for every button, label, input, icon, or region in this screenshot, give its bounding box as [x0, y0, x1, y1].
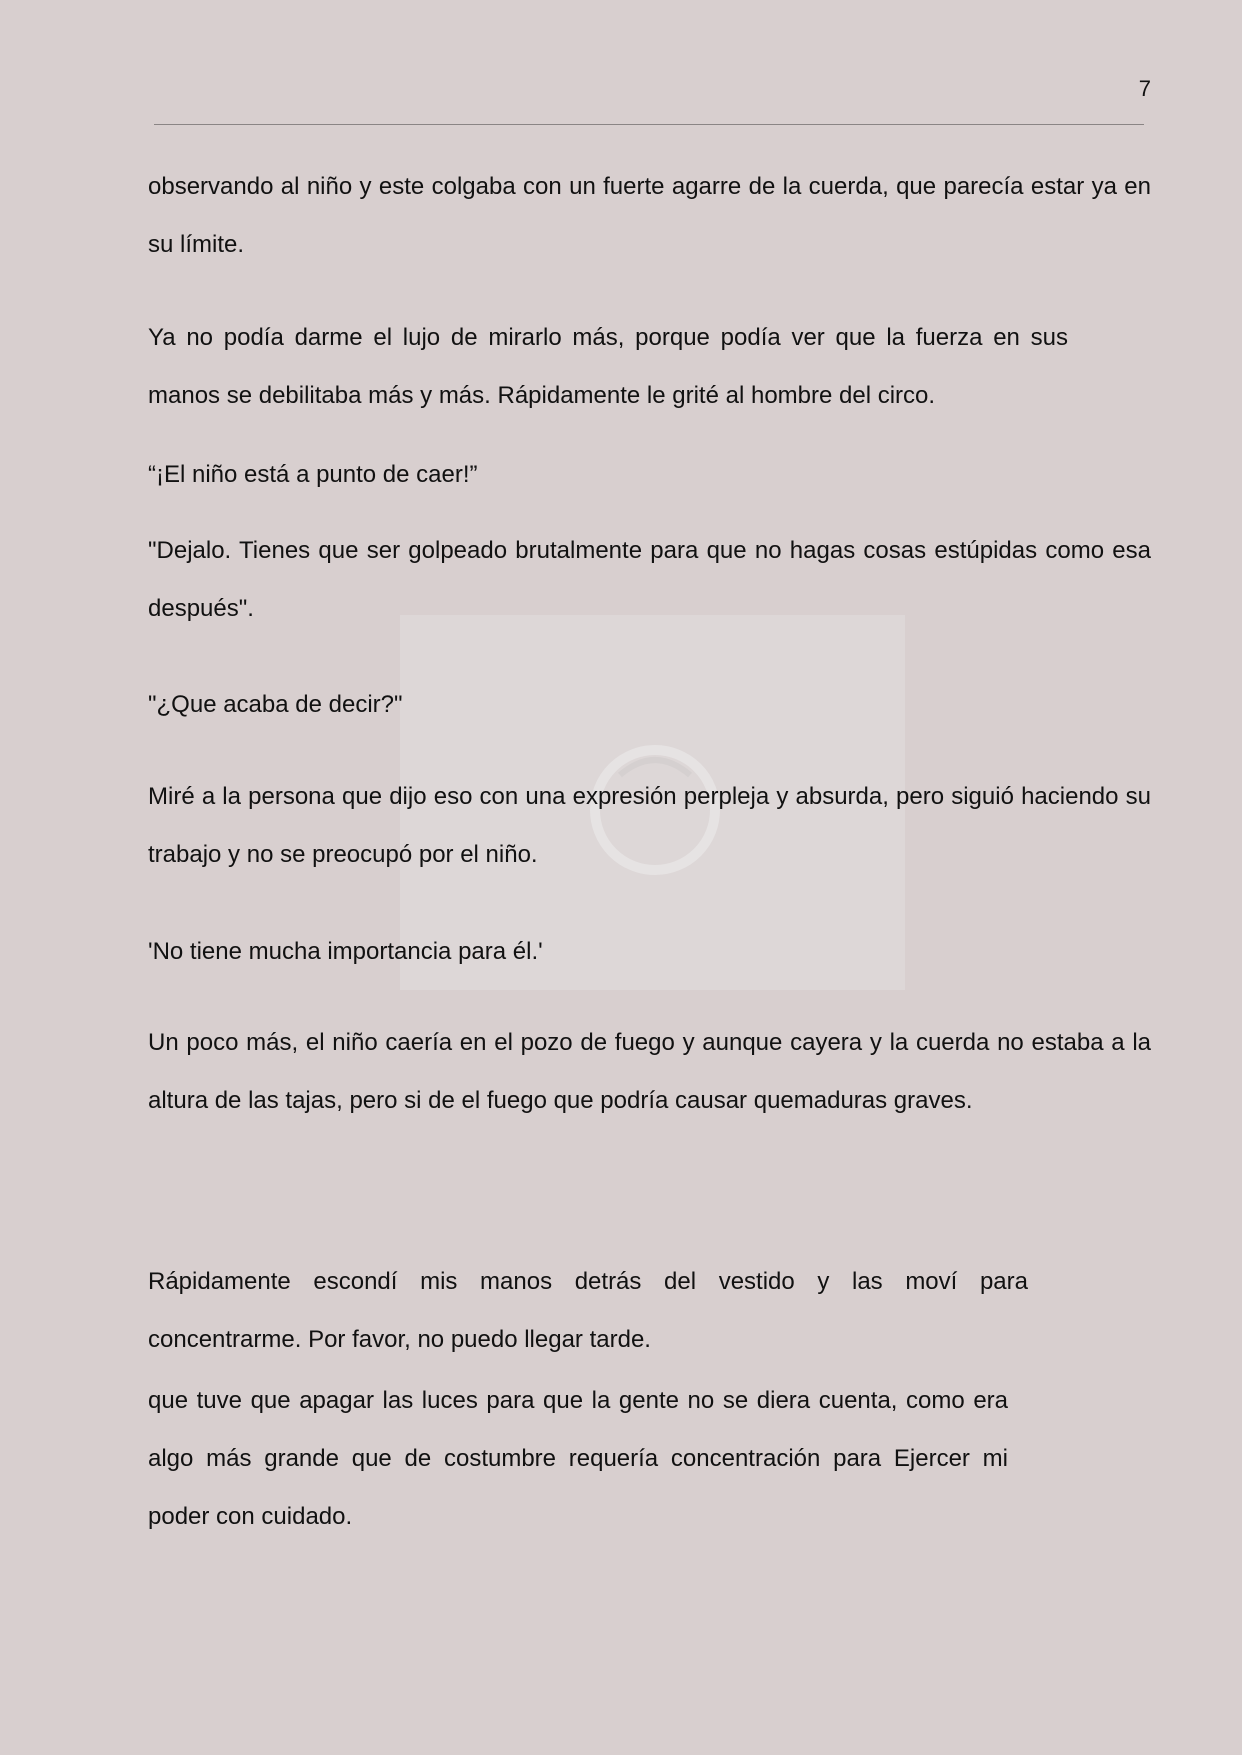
paragraph-5: "¿Que acaba de decir?"	[148, 691, 403, 718]
paragraph-2: Ya no podía darme el lujo de mirarlo más, porque podía ver que la fuerza en sus manos se debilitaba más y más. Rápidamente le grité al hombre del circo.	[148, 324, 1068, 409]
paragraph-7: 'No tiene mucha importancia para él.'	[148, 938, 543, 965]
paragraph-3: “¡El niño está a punto de caer!”	[148, 461, 478, 488]
paragraph-10: que tuve que apagar las luces para que la gente no se diera cuenta, como era algo más grande que de costumbre requería concentración para Ejercer mi poder con cuidado.	[148, 1387, 1008, 1530]
page-number: 7	[1138, 76, 1151, 101]
paragraph-9: Rápidamente escondí mis manos detrás del vestido y las moví para concentrarme. Por favor, no puedo llegar tarde.	[148, 1268, 1028, 1353]
paragraph-6: Miré a la persona que dijo eso con una expresión perpleja y absurda, pero siguió haciendo su trabajo y no se preocupó por el niño.	[148, 783, 1151, 868]
paragraph-8: Un poco más, el niño caería en el pozo de fuego y aunque cayera y la cuerda no estaba a la altura de las tajas, pero si de el fuego que podría causar quemaduras graves.	[148, 1029, 1151, 1114]
paragraph-4: "Dejalo. Tienes que ser golpeado brutalmente para que no hagas cosas estúpidas como esa después".	[148, 537, 1151, 622]
header-divider	[154, 124, 1144, 125]
paragraph-1: observando al niño y este colgaba con un fuerte agarre de la cuerda, que parecía estar ya en su límite.	[148, 173, 1151, 258]
